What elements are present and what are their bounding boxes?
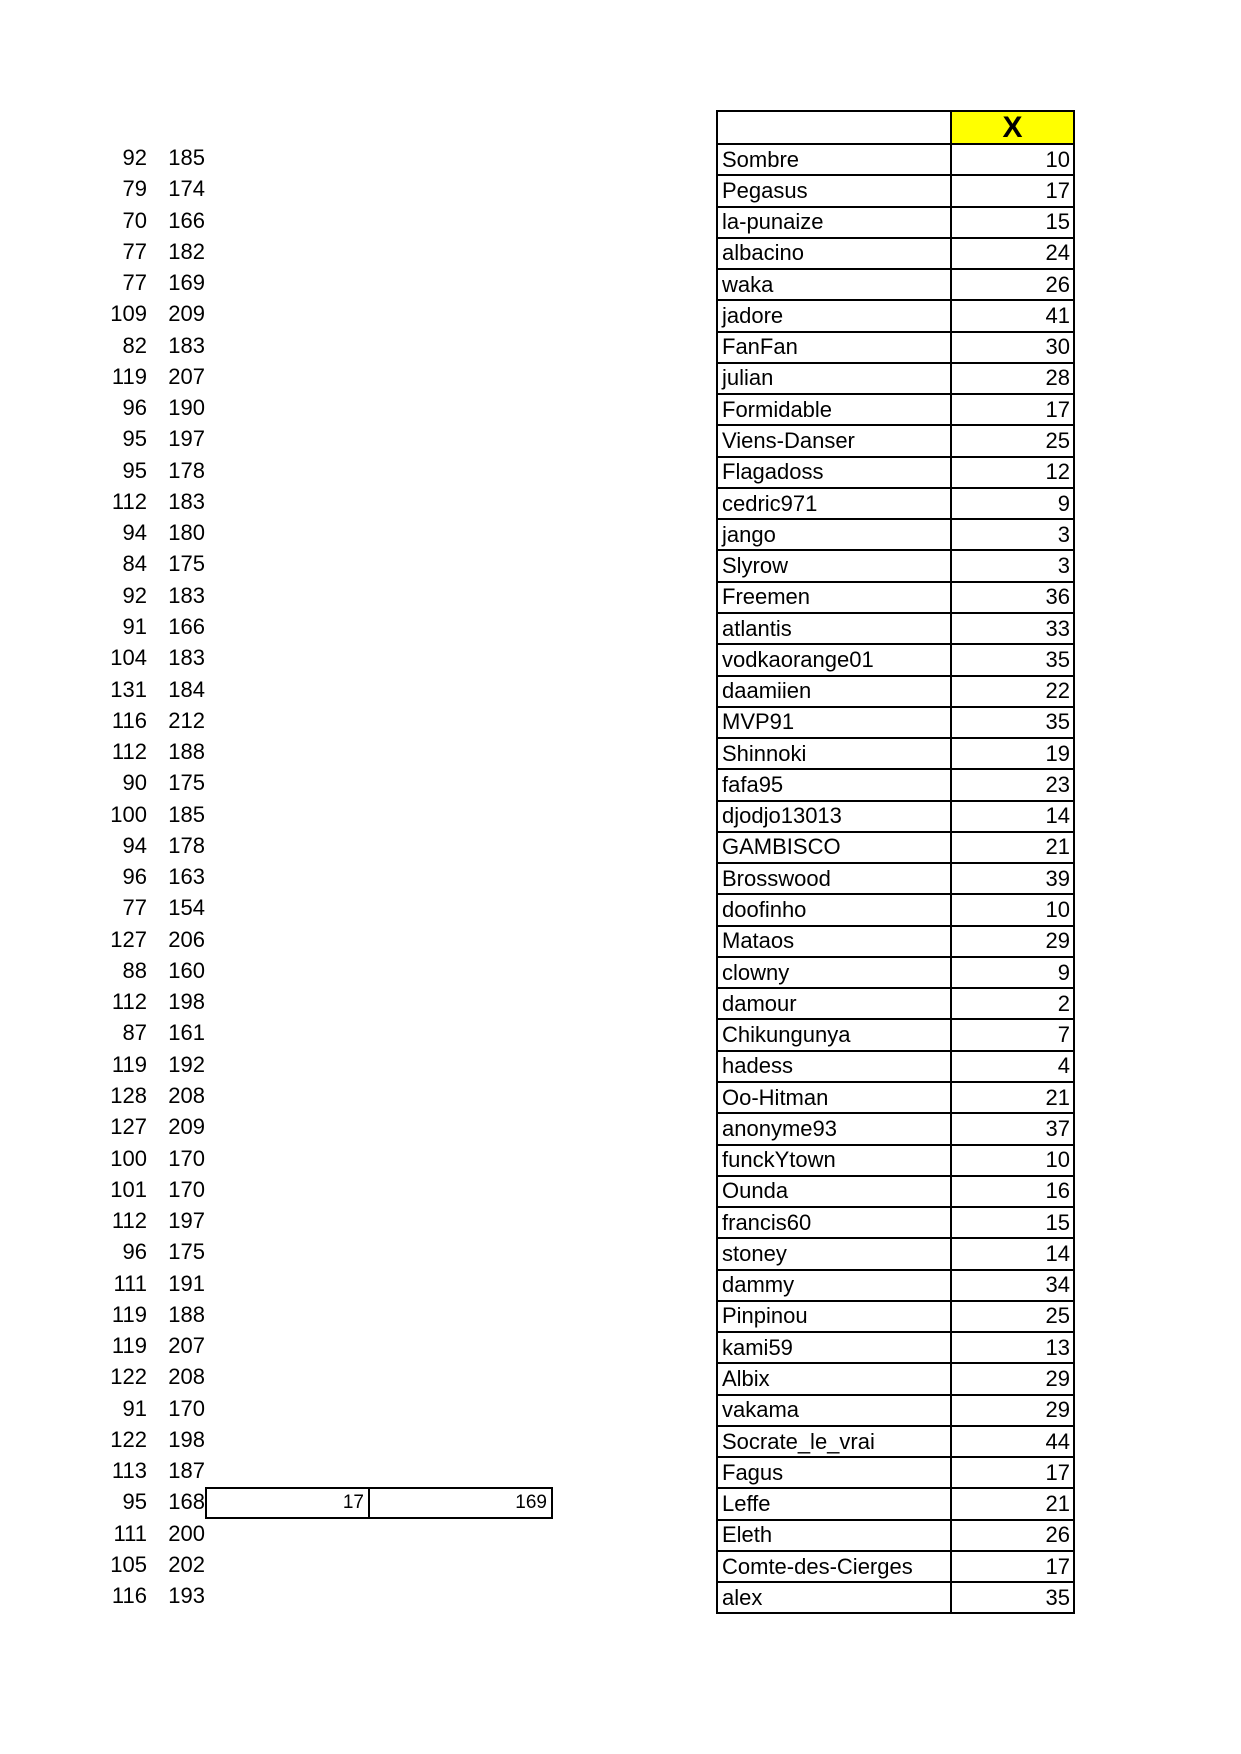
number-cell-b[interactable]: 170 xyxy=(168,1395,205,1421)
number-pair-row xyxy=(89,455,205,486)
number-cell-a[interactable]: 113 xyxy=(111,1458,147,1484)
x-value-cell[interactable]: 25 xyxy=(951,425,1074,456)
number-cell-b[interactable]: 209 xyxy=(168,1114,205,1140)
table-row xyxy=(717,1301,1074,1332)
table-row xyxy=(717,1176,1074,1207)
player-name-cell[interactable]: waka xyxy=(717,269,951,300)
x-value-cell[interactable]: 3 xyxy=(951,550,1074,581)
number-cell-a[interactable]: 95 xyxy=(122,426,147,452)
player-name-cell[interactable]: albacino xyxy=(717,238,951,269)
number-pair-row xyxy=(89,1236,205,1267)
player-name-cell[interactable]: Brosswood xyxy=(717,863,951,894)
table-row xyxy=(717,1051,1074,1082)
x-value-cell[interactable]: 35 xyxy=(951,1582,1074,1613)
table-row xyxy=(717,332,1074,363)
x-value-cell[interactable]: 29 xyxy=(951,1363,1074,1394)
table-row xyxy=(717,1332,1074,1363)
number-pair-row xyxy=(89,142,205,173)
x-value-cell[interactable]: 24 xyxy=(951,238,1074,269)
player-name-cell[interactable]: Viens-Danser xyxy=(717,425,951,456)
x-value-cell[interactable]: 33 xyxy=(951,613,1074,644)
number-cell-a[interactable]: 111 xyxy=(113,1520,147,1546)
x-value-cell[interactable]: 4 xyxy=(951,1051,1074,1082)
player-name-cell[interactable]: jango xyxy=(717,519,951,550)
number-pair-row xyxy=(89,674,205,705)
number-cell-b[interactable]: 175 xyxy=(168,551,205,577)
number-cell-b[interactable]: 174 xyxy=(168,176,205,202)
number-pair-row xyxy=(89,580,205,611)
number-cell-b[interactable]: 168 xyxy=(168,1489,205,1515)
number-cell-a[interactable]: 70 xyxy=(122,207,147,233)
table-row xyxy=(717,144,1074,175)
x-value-cell[interactable]: 7 xyxy=(951,1019,1074,1050)
number-cell-a[interactable]: 104 xyxy=(110,645,147,671)
number-cell-b[interactable]: 166 xyxy=(168,207,205,233)
number-pair-row xyxy=(89,861,205,892)
number-cell-b[interactable]: 161 xyxy=(168,1020,205,1046)
number-cell-a[interactable]: 112 xyxy=(111,488,147,514)
player-name-cell[interactable]: MVP91 xyxy=(717,707,951,738)
number-cell-a[interactable]: 96 xyxy=(122,864,147,890)
x-value-cell[interactable]: 21 xyxy=(951,832,1074,863)
number-cell-b[interactable]: 212 xyxy=(168,707,205,733)
number-cell-a[interactable]: 77 xyxy=(122,238,147,264)
number-pair-row xyxy=(89,298,205,329)
number-pair-row xyxy=(89,517,205,548)
table-row xyxy=(717,926,1074,957)
table-row xyxy=(717,957,1074,988)
number-cell-b[interactable]: 166 xyxy=(168,613,205,639)
player-name-cell[interactable]: GAMBISCO xyxy=(717,832,951,863)
number-pair-row xyxy=(89,611,205,642)
number-cell-b[interactable]: 185 xyxy=(168,145,205,170)
number-pair-row xyxy=(89,892,205,923)
number-cell-a[interactable]: 119 xyxy=(111,1333,147,1359)
number-cell-b[interactable]: 192 xyxy=(168,1051,205,1077)
x-value-cell[interactable]: 37 xyxy=(951,1113,1074,1144)
number-cell-b[interactable]: 197 xyxy=(168,1208,205,1234)
player-name-cell[interactable]: vakama xyxy=(717,1395,951,1426)
number-pair-row xyxy=(89,173,205,204)
number-cell-a[interactable]: 95 xyxy=(122,1489,147,1515)
number-cell-b[interactable]: 188 xyxy=(168,1301,205,1327)
number-cell-a[interactable]: 77 xyxy=(122,270,147,296)
player-name-cell[interactable]: Shinnoki xyxy=(717,738,951,769)
number-cell-a[interactable]: 87 xyxy=(122,1020,147,1046)
table-row xyxy=(717,457,1074,488)
table-row xyxy=(717,613,1074,644)
player-name-cell[interactable]: Pegasus xyxy=(717,175,951,206)
table-row xyxy=(717,738,1074,769)
table-row xyxy=(717,238,1074,269)
table-row xyxy=(717,175,1074,206)
number-cell-a[interactable]: 119 xyxy=(111,363,147,389)
number-cell-a[interactable]: 119 xyxy=(111,1301,147,1327)
number-cell-b[interactable]: 198 xyxy=(168,989,205,1015)
table-row xyxy=(717,582,1074,613)
table-row xyxy=(717,832,1074,863)
x-value-cell[interactable]: 23 xyxy=(951,769,1074,800)
player-name-cell[interactable]: stoney xyxy=(717,1238,951,1269)
x-value-cell[interactable]: 15 xyxy=(951,1207,1074,1238)
x-value-cell[interactable]: 10 xyxy=(951,144,1074,175)
player-name-cell[interactable]: Eleth xyxy=(717,1520,951,1551)
table-row xyxy=(717,1363,1074,1394)
number-cell-a[interactable]: 100 xyxy=(110,801,147,827)
number-cell-a[interactable]: 95 xyxy=(122,457,147,483)
number-cell-a[interactable]: 116 xyxy=(111,707,147,733)
number-cell-b[interactable]: 191 xyxy=(168,1270,205,1296)
number-cell-b[interactable]: 209 xyxy=(168,301,205,327)
table-row xyxy=(717,425,1074,456)
x-value-cell[interactable]: 17 xyxy=(951,1551,1074,1582)
number-cell-b[interactable]: 202 xyxy=(168,1551,205,1577)
number-cell-a[interactable]: 105 xyxy=(110,1551,147,1577)
player-name-cell[interactable]: doofinho xyxy=(717,894,951,925)
x-value-cell[interactable]: 44 xyxy=(951,1426,1074,1457)
x-value-cell[interactable]: 26 xyxy=(951,1520,1074,1551)
number-cell-b[interactable]: 206 xyxy=(168,926,205,952)
number-cell-b[interactable]: 180 xyxy=(168,520,205,546)
table-row xyxy=(717,1113,1074,1144)
x-value-cell[interactable]: 9 xyxy=(951,957,1074,988)
number-cell-b[interactable]: 163 xyxy=(168,864,205,890)
number-cell-a[interactable]: 94 xyxy=(122,520,147,546)
number-cell-b[interactable]: 183 xyxy=(168,645,205,671)
number-pair-row xyxy=(89,1049,205,1080)
number-pair-row xyxy=(89,705,205,736)
table-row xyxy=(717,207,1074,238)
number-cell-a[interactable]: 122 xyxy=(110,1364,147,1390)
number-cell-b[interactable]: 178 xyxy=(168,457,205,483)
player-name-cell[interactable]: alex xyxy=(717,1582,951,1613)
player-name-cell[interactable]: anonyme93 xyxy=(717,1113,951,1144)
x-value-cell[interactable]: 35 xyxy=(951,644,1074,675)
table-row xyxy=(717,1238,1074,1269)
number-cell-b[interactable]: 183 xyxy=(168,582,205,608)
number-cell-a[interactable]: 112 xyxy=(111,739,147,765)
x-value-cell[interactable]: 19 xyxy=(951,738,1074,769)
number-pair-row xyxy=(89,361,205,392)
number-pair-row xyxy=(89,1455,205,1486)
x-value-cell[interactable]: 34 xyxy=(951,1270,1074,1301)
table-row xyxy=(717,1457,1074,1488)
number-cell-a[interactable]: 90 xyxy=(122,770,147,796)
x-value-cell[interactable]: 17 xyxy=(951,394,1074,425)
player-name-cell[interactable]: Socrate_le_vrai xyxy=(717,1426,951,1457)
two-cell-range xyxy=(205,1487,553,1519)
number-pair-row xyxy=(89,486,205,517)
range-cell-left[interactable]: 17 xyxy=(205,1487,370,1519)
number-pair-row xyxy=(89,236,205,267)
table-row xyxy=(717,1395,1074,1426)
x-value-cell[interactable]: 21 xyxy=(951,1082,1074,1113)
number-pair-row xyxy=(89,830,205,861)
x-value-cell[interactable]: 28 xyxy=(951,363,1074,394)
number-pair-row xyxy=(89,1518,205,1549)
number-pair-row xyxy=(89,1143,205,1174)
x-value-cell[interactable]: 17 xyxy=(951,1457,1074,1488)
number-cell-a[interactable]: 127 xyxy=(110,1114,147,1140)
x-value-cell[interactable]: 12 xyxy=(951,457,1074,488)
number-cell-a[interactable]: 82 xyxy=(122,332,147,358)
number-cell-b[interactable]: 200 xyxy=(168,1520,205,1546)
number-pair-row xyxy=(89,205,205,236)
number-pair-row xyxy=(89,1424,205,1455)
table-row xyxy=(717,394,1074,425)
x-value-cell[interactable]: 35 xyxy=(951,707,1074,738)
x-value-cell[interactable]: 39 xyxy=(951,863,1074,894)
table-row xyxy=(717,988,1074,1019)
x-value-cell[interactable]: 41 xyxy=(951,300,1074,331)
number-pair-row xyxy=(89,1330,205,1361)
number-cell-a[interactable]: 112 xyxy=(111,989,147,1015)
number-cell-a[interactable]: 92 xyxy=(122,145,147,170)
number-pair-row xyxy=(89,1486,205,1517)
number-cell-b[interactable]: 198 xyxy=(168,1426,205,1452)
x-value-cell[interactable]: 15 xyxy=(951,207,1074,238)
number-cell-a[interactable]: 77 xyxy=(122,895,147,921)
table-row xyxy=(717,1019,1074,1050)
number-cell-a[interactable]: 94 xyxy=(122,832,147,858)
x-value-cell[interactable]: 3 xyxy=(951,519,1074,550)
number-cell-a[interactable]: 92 xyxy=(122,582,147,608)
number-pair-row xyxy=(89,1393,205,1424)
number-pair-row xyxy=(89,1174,205,1205)
number-cell-b[interactable]: 170 xyxy=(168,1145,205,1171)
x-value-cell[interactable]: 9 xyxy=(951,488,1074,519)
number-cell-a[interactable]: 116 xyxy=(111,1583,147,1609)
number-pair-row xyxy=(89,767,205,798)
number-pair-row xyxy=(89,955,205,986)
number-cell-a[interactable]: 79 xyxy=(122,176,147,202)
table-row xyxy=(717,1270,1074,1301)
header-name-cell[interactable] xyxy=(717,111,951,144)
number-cell-b[interactable]: 183 xyxy=(168,488,205,514)
number-cell-a[interactable]: 131 xyxy=(110,676,147,702)
player-name-cell[interactable]: Mataos xyxy=(717,926,951,957)
number-pair-row xyxy=(89,392,205,423)
player-name-cell[interactable]: daamiien xyxy=(717,676,951,707)
table-row xyxy=(717,269,1074,300)
number-cell-b[interactable]: 169 xyxy=(168,270,205,296)
number-pair-row xyxy=(89,1299,205,1330)
x-value-cell[interactable]: 36 xyxy=(951,582,1074,613)
x-value-cell[interactable]: 13 xyxy=(951,1332,1074,1363)
x-value-cell[interactable]: 10 xyxy=(951,894,1074,925)
score-table xyxy=(716,110,1075,1614)
player-name-cell[interactable]: djodjo13013 xyxy=(717,801,951,832)
table-row xyxy=(717,1582,1074,1613)
number-pair-row xyxy=(89,267,205,298)
player-name-cell[interactable]: kami59 xyxy=(717,1332,951,1363)
x-value-cell[interactable]: 30 xyxy=(951,332,1074,363)
left-number-columns xyxy=(89,142,205,1611)
number-cell-b[interactable]: 207 xyxy=(168,1333,205,1359)
table-row xyxy=(717,863,1074,894)
number-pair-row xyxy=(89,1111,205,1142)
table-row xyxy=(717,1207,1074,1238)
player-name-cell[interactable]: Fagus xyxy=(717,1457,951,1488)
number-pair-row xyxy=(89,924,205,955)
number-cell-b[interactable]: 170 xyxy=(168,1176,205,1202)
player-name-cell[interactable]: Chikungunya xyxy=(717,1019,951,1050)
table-row xyxy=(717,644,1074,675)
player-name-cell[interactable]: Formidable xyxy=(717,394,951,425)
player-name-cell[interactable]: cedric971 xyxy=(717,488,951,519)
number-pair-row xyxy=(89,1268,205,1299)
x-value-cell[interactable]: 29 xyxy=(951,926,1074,957)
player-name-cell[interactable]: hadess xyxy=(717,1051,951,1082)
number-cell-b[interactable]: 175 xyxy=(168,1239,205,1265)
x-value-cell[interactable]: 14 xyxy=(951,801,1074,832)
number-cell-b[interactable]: 182 xyxy=(168,238,205,264)
player-name-cell[interactable]: clowny xyxy=(717,957,951,988)
number-cell-a[interactable]: 96 xyxy=(122,395,147,421)
x-value-cell[interactable]: 26 xyxy=(951,269,1074,300)
number-cell-a[interactable]: 101 xyxy=(110,1176,147,1202)
table-header-row xyxy=(717,111,1074,144)
x-value-cell[interactable]: 29 xyxy=(951,1395,1074,1426)
number-pair-row xyxy=(89,799,205,830)
table-row xyxy=(717,1145,1074,1176)
number-cell-a[interactable]: 128 xyxy=(110,1082,147,1108)
number-pair-row xyxy=(89,1361,205,1392)
number-cell-a[interactable]: 112 xyxy=(111,1208,147,1234)
number-pair-row xyxy=(89,330,205,361)
number-cell-a[interactable]: 109 xyxy=(110,301,147,327)
number-cell-a[interactable]: 96 xyxy=(122,1239,147,1265)
number-cell-a[interactable]: 84 xyxy=(122,551,147,577)
table-row xyxy=(717,676,1074,707)
table-row xyxy=(717,707,1074,738)
number-cell-b[interactable]: 187 xyxy=(168,1458,205,1484)
x-value-cell[interactable]: 16 xyxy=(951,1176,1074,1207)
number-pair-row xyxy=(89,642,205,673)
number-cell-b[interactable]: 154 xyxy=(168,895,205,921)
number-cell-b[interactable]: 188 xyxy=(168,739,205,765)
table-row xyxy=(717,769,1074,800)
player-name-cell[interactable]: jadore xyxy=(717,300,951,331)
player-name-cell[interactable]: fafa95 xyxy=(717,769,951,800)
table-row xyxy=(717,550,1074,581)
table-row xyxy=(717,300,1074,331)
x-value-cell[interactable]: 14 xyxy=(951,1238,1074,1269)
x-value-cell[interactable]: 25 xyxy=(951,1301,1074,1332)
player-name-cell[interactable]: Leffe xyxy=(717,1488,951,1519)
score-table-body xyxy=(717,144,1074,1613)
number-cell-a[interactable]: 119 xyxy=(111,1051,147,1077)
number-cell-a[interactable]: 91 xyxy=(122,613,147,639)
player-name-cell[interactable]: Oo-Hitman xyxy=(717,1082,951,1113)
number-cell-b[interactable]: 208 xyxy=(168,1364,205,1390)
player-name-cell[interactable]: vodkaorange01 xyxy=(717,644,951,675)
number-cell-a[interactable]: 88 xyxy=(122,957,147,983)
number-cell-a[interactable]: 91 xyxy=(122,1395,147,1421)
number-pair-row xyxy=(89,548,205,579)
player-name-cell[interactable]: francis60 xyxy=(717,1207,951,1238)
number-cell-b[interactable]: 197 xyxy=(168,426,205,452)
player-name-cell[interactable]: atlantis xyxy=(717,613,951,644)
x-value-cell[interactable]: 10 xyxy=(951,1145,1074,1176)
player-name-cell[interactable]: la-punaize xyxy=(717,207,951,238)
table-row xyxy=(717,1426,1074,1457)
x-value-cell[interactable]: 22 xyxy=(951,676,1074,707)
table-row xyxy=(717,1488,1074,1519)
table-row xyxy=(717,1551,1074,1582)
player-name-cell[interactable]: FanFan xyxy=(717,332,951,363)
x-value-cell[interactable]: 17 xyxy=(951,175,1074,206)
number-cell-b[interactable]: 185 xyxy=(168,801,205,827)
table-row xyxy=(717,488,1074,519)
table-row xyxy=(717,1520,1074,1551)
table-row xyxy=(717,894,1074,925)
header-x-cell[interactable]: X xyxy=(951,111,1074,144)
number-cell-b[interactable]: 160 xyxy=(168,957,205,983)
number-cell-a[interactable]: 100 xyxy=(110,1145,147,1171)
x-value-cell[interactable]: 21 xyxy=(951,1488,1074,1519)
player-name-cell[interactable]: dammy xyxy=(717,1270,951,1301)
number-cell-b[interactable]: 190 xyxy=(168,395,205,421)
number-cell-b[interactable]: 175 xyxy=(168,770,205,796)
number-cell-a[interactable]: 127 xyxy=(110,926,147,952)
player-name-cell[interactable]: Sombre xyxy=(717,144,951,175)
table-row xyxy=(717,519,1074,550)
player-name-cell[interactable]: Albix xyxy=(717,1363,951,1394)
table-row xyxy=(717,1082,1074,1113)
x-value-cell[interactable]: 2 xyxy=(951,988,1074,1019)
table-row xyxy=(717,801,1074,832)
number-pair-row xyxy=(89,736,205,767)
number-pair-row xyxy=(89,1017,205,1048)
number-pair-row xyxy=(89,1580,205,1611)
number-cell-b[interactable]: 193 xyxy=(168,1583,205,1609)
player-name-cell[interactable]: Pinpinou xyxy=(717,1301,951,1332)
player-name-cell[interactable]: Comte-des-Cierges xyxy=(717,1551,951,1582)
number-cell-a[interactable]: 111 xyxy=(113,1270,147,1296)
number-cell-b[interactable]: 207 xyxy=(168,363,205,389)
number-pair-row xyxy=(89,1205,205,1236)
number-pair-row xyxy=(89,423,205,454)
player-name-cell[interactable]: damour xyxy=(717,988,951,1019)
number-pair-row xyxy=(89,1080,205,1111)
range-cell-right[interactable]: 169 xyxy=(370,1487,553,1519)
player-name-cell[interactable]: julian xyxy=(717,363,951,394)
number-cell-b[interactable]: 178 xyxy=(168,832,205,858)
player-name-cell[interactable]: Slyrow xyxy=(717,550,951,581)
player-name-cell[interactable]: funckYtown xyxy=(717,1145,951,1176)
number-cell-b[interactable]: 183 xyxy=(168,332,205,358)
player-name-cell[interactable]: Ounda xyxy=(717,1176,951,1207)
number-cell-a[interactable]: 122 xyxy=(110,1426,147,1452)
player-name-cell[interactable]: Freemen xyxy=(717,582,951,613)
table-row xyxy=(717,363,1074,394)
number-cell-b[interactable]: 184 xyxy=(168,676,205,702)
player-name-cell[interactable]: Flagadoss xyxy=(717,457,951,488)
number-pair-row xyxy=(89,986,205,1017)
number-pair-row xyxy=(89,1549,205,1580)
number-cell-b[interactable]: 208 xyxy=(168,1082,205,1108)
